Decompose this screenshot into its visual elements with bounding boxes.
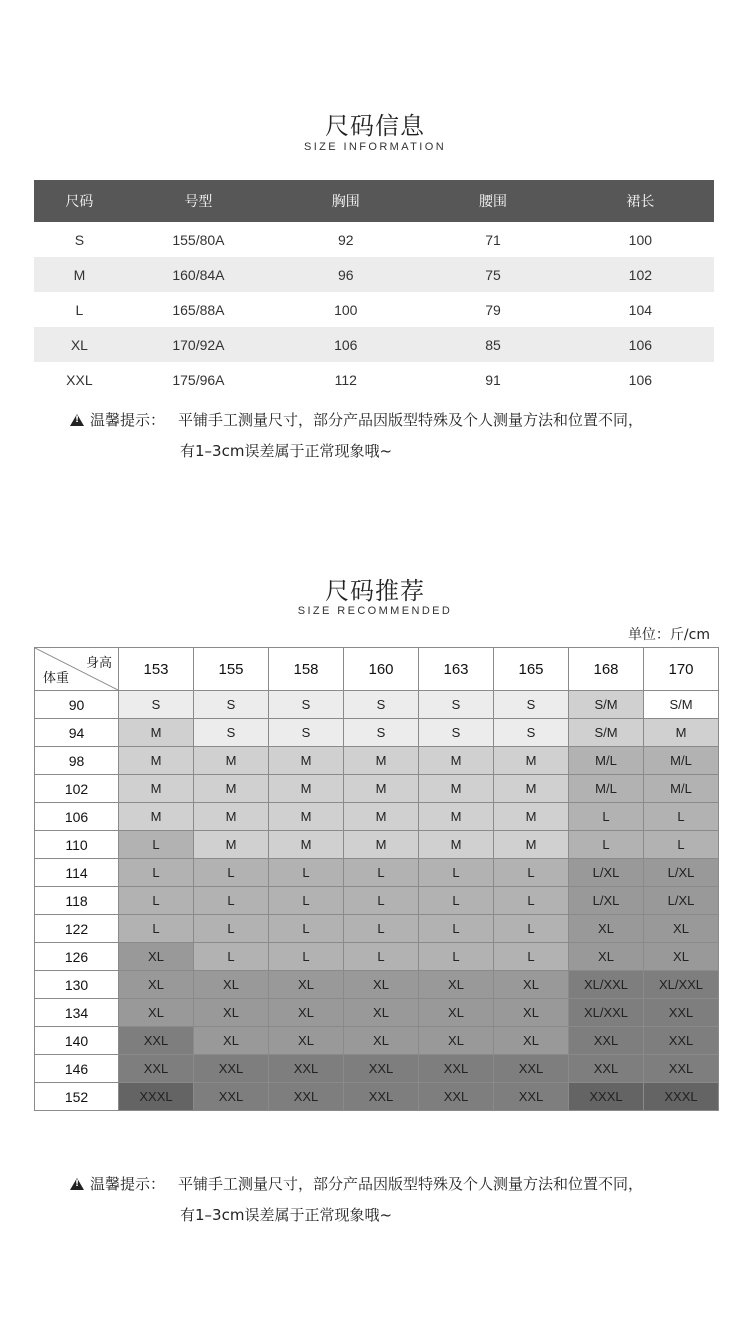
cell-length: 104 <box>628 301 653 318</box>
weight-cell: 126 <box>35 943 119 971</box>
tip-label: 温馨提示： <box>90 411 166 429</box>
size-cell: XXL <box>569 1055 644 1083</box>
size-cell: L/XL <box>644 887 719 915</box>
rec-table-body <box>35 691 719 1111</box>
tip-block-1 <box>70 409 643 461</box>
weight-cell: 106 <box>35 803 119 831</box>
size-cell: M <box>344 747 419 775</box>
size-cell: XL <box>194 971 269 999</box>
size-cell: S/M <box>644 691 719 719</box>
table-row <box>35 1055 719 1083</box>
size-cell: M <box>494 803 569 831</box>
size-cell: M <box>494 831 569 859</box>
size-cell: L <box>119 859 194 887</box>
size-cell: XL <box>644 915 719 943</box>
unit-label: 单位：斤/cm <box>627 627 710 643</box>
size-cell: M/L <box>569 747 644 775</box>
size-cell: L <box>194 887 269 915</box>
table-row <box>35 1083 719 1111</box>
size-cell: M <box>269 747 344 775</box>
table-row <box>35 775 719 803</box>
size-cell: L <box>119 831 194 859</box>
height-header: 170 <box>644 648 719 691</box>
size-cell: S <box>419 691 494 719</box>
height-header: 155 <box>194 648 269 691</box>
weight-cell: 98 <box>35 747 119 775</box>
size-cell: XXL <box>119 1027 194 1055</box>
table-row <box>34 257 714 292</box>
tip-line-2: 有1–3cm误差属于正常现象哦~ <box>180 442 393 460</box>
cell-bust: 96 <box>272 257 419 292</box>
size-cell: L <box>419 943 494 971</box>
tip-line-1: 平铺手工测量尺寸，部分产品因版型特殊及个人测量方法和位置不同， <box>178 411 644 429</box>
size-cell: S <box>494 691 569 719</box>
cell-model: 175/96A <box>172 371 225 388</box>
header-waist: 腰围 <box>419 180 566 222</box>
cell-size: L <box>75 301 84 318</box>
tip-label: 温馨提示： <box>90 1175 166 1193</box>
header-size: 尺码 <box>34 180 125 222</box>
table-row <box>34 292 714 327</box>
size-cell: S <box>419 719 494 747</box>
size-cell: XXL <box>644 1055 719 1083</box>
size-cell: XL <box>269 1027 344 1055</box>
table-row <box>35 971 719 999</box>
table-row <box>34 222 714 257</box>
weight-cell: 114 <box>35 859 119 887</box>
cell-model: 160/84A <box>125 257 272 292</box>
cell-bust: 106 <box>272 327 419 362</box>
size-cell: XL <box>644 943 719 971</box>
size-cell: M/L <box>644 775 719 803</box>
size-cell: XXL <box>194 1055 269 1083</box>
table-row <box>35 747 719 775</box>
size-cell: XL <box>269 971 344 999</box>
size-rec-title: 尺码推荐 <box>325 577 425 605</box>
cell-bust: 112 <box>334 371 357 388</box>
corner-cell <box>35 648 119 691</box>
weight-cell: 110 <box>35 831 119 859</box>
size-cell: M <box>194 803 269 831</box>
table-row <box>35 719 719 747</box>
size-cell: L/XL <box>569 859 644 887</box>
height-header: 160 <box>344 648 419 691</box>
size-cell: M/L <box>569 775 644 803</box>
size-cell: L <box>344 887 419 915</box>
size-cell: S <box>194 691 269 719</box>
size-cell: S <box>119 691 194 719</box>
size-cell: L/XL <box>644 859 719 887</box>
size-cell: XXXL <box>644 1083 719 1111</box>
size-cell: L <box>419 915 494 943</box>
weight-cell: 152 <box>35 1083 119 1111</box>
tip-line-2: 有1–3cm误差属于正常现象哦~ <box>180 1206 393 1224</box>
size-cell: M <box>419 803 494 831</box>
weight-cell: 94 <box>35 719 119 747</box>
corner-height-label: 身高 <box>85 655 112 670</box>
weight-cell: 134 <box>35 999 119 1027</box>
weight-cell: 146 <box>35 1055 119 1083</box>
size-cell: M <box>194 831 269 859</box>
cell-length: 106 <box>628 371 653 388</box>
size-cell: XXL <box>119 1055 194 1083</box>
cell-model: 170/92A <box>125 327 272 362</box>
size-info-table <box>34 180 714 397</box>
size-cell: XXXL <box>569 1083 644 1111</box>
size-cell: L <box>344 943 419 971</box>
size-cell: XXL <box>494 1083 569 1111</box>
size-cell: L <box>269 915 344 943</box>
weight-cell: 118 <box>35 887 119 915</box>
size-cell: L <box>419 859 494 887</box>
size-cell: L <box>344 859 419 887</box>
rec-header-row <box>35 648 719 691</box>
height-header: 153 <box>119 648 194 691</box>
table-row <box>35 803 719 831</box>
height-header: 168 <box>569 648 644 691</box>
size-cell: M <box>494 747 569 775</box>
size-cell: L <box>344 915 419 943</box>
size-cell: XL <box>419 1027 494 1055</box>
size-cell: L <box>269 943 344 971</box>
header-skirt-length: 裙长 <box>567 180 714 222</box>
cell-waist: 79 <box>485 301 501 318</box>
size-cell: L <box>194 915 269 943</box>
size-cell: XL <box>569 915 644 943</box>
size-cell: XXL <box>344 1055 419 1083</box>
size-cell: M <box>194 747 269 775</box>
height-header: 158 <box>269 648 344 691</box>
size-cell: XL <box>194 1027 269 1055</box>
size-cell: L <box>269 859 344 887</box>
size-cell: XL/XXL <box>569 971 644 999</box>
height-header: 163 <box>419 648 494 691</box>
table-row <box>35 691 719 719</box>
cell-bust: 100 <box>334 301 358 318</box>
size-cell: L <box>494 859 569 887</box>
cell-length: 100 <box>628 231 653 248</box>
size-cell: L <box>644 803 719 831</box>
cell-waist: 91 <box>485 371 501 388</box>
size-cell: XL/XXL <box>644 971 719 999</box>
cell-size: S <box>74 231 85 248</box>
cell-bust: 92 <box>337 231 354 248</box>
size-cell: M <box>119 775 194 803</box>
weight-cell: 122 <box>35 915 119 943</box>
weight-cell: 102 <box>35 775 119 803</box>
size-cell: M <box>419 747 494 775</box>
size-cell: L <box>419 887 494 915</box>
size-cell: M/L <box>644 747 719 775</box>
size-cell: L <box>194 859 269 887</box>
weight-cell: 140 <box>35 1027 119 1055</box>
size-cell: XL <box>419 999 494 1027</box>
size-cell: S <box>344 719 419 747</box>
size-cell: M <box>644 719 719 747</box>
corner-weight-label: 体重 <box>43 670 70 685</box>
size-cell: XL <box>119 943 194 971</box>
size-cell: M <box>494 775 569 803</box>
cell-waist: 85 <box>419 327 566 362</box>
size-cell: XXL <box>569 1027 644 1055</box>
size-cell: M <box>119 719 194 747</box>
size-cell: L/XL <box>569 887 644 915</box>
size-cell: XL <box>194 999 269 1027</box>
cell-waist: 75 <box>419 257 566 292</box>
size-cell: XXL <box>419 1055 494 1083</box>
size-cell: S/M <box>569 719 644 747</box>
cell-size: XXL <box>66 371 93 388</box>
size-cell: S/M <box>569 691 644 719</box>
warning-icon <box>70 414 84 426</box>
size-cell: S <box>344 691 419 719</box>
size-cell: L <box>494 943 569 971</box>
size-cell: XL/XXL <box>569 999 644 1027</box>
header-bust: 胸围 <box>272 180 419 222</box>
size-cell: L <box>569 831 644 859</box>
size-cell: S <box>269 691 344 719</box>
weight-cell: 90 <box>35 691 119 719</box>
cell-model: 165/88A <box>172 301 225 318</box>
size-cell: XXL <box>269 1055 344 1083</box>
cell-size: M <box>34 257 125 292</box>
size-cell: XL <box>344 1027 419 1055</box>
size-cell: S <box>269 719 344 747</box>
table-row <box>35 831 719 859</box>
size-cell: XL <box>269 999 344 1027</box>
size-cell: L <box>494 915 569 943</box>
header-model: 号型 <box>125 180 272 222</box>
size-cell: XL <box>419 971 494 999</box>
size-cell: L <box>194 943 269 971</box>
tip-block-2 <box>70 1173 643 1225</box>
size-cell: XL <box>494 1027 569 1055</box>
size-cell: XL <box>119 971 194 999</box>
table-row <box>35 1027 719 1055</box>
size-cell: L <box>494 887 569 915</box>
size-cell: M <box>344 775 419 803</box>
size-cell: M <box>119 803 194 831</box>
size-cell: XXL <box>644 999 719 1027</box>
size-cell: L <box>119 887 194 915</box>
size-rec-subtitle: SIZE RECOMMENDED <box>297 605 453 617</box>
size-cell: XL <box>344 999 419 1027</box>
size-cell: XL <box>569 943 644 971</box>
size-cell: XL <box>344 971 419 999</box>
table-row <box>35 887 719 915</box>
table-row <box>35 943 719 971</box>
size-cell: M <box>344 803 419 831</box>
size-cell: M <box>269 831 344 859</box>
cell-waist: 71 <box>485 231 501 248</box>
size-cell: M <box>419 831 494 859</box>
size-info-title: 尺码信息 <box>325 112 425 140</box>
size-cell: L <box>644 831 719 859</box>
size-info-subtitle: SIZE INFORMATION <box>303 141 447 153</box>
size-info-header-row <box>34 180 714 222</box>
size-cell: L <box>569 803 644 831</box>
size-recommend-table <box>34 647 719 1111</box>
table-row <box>35 859 719 887</box>
warning-icon <box>70 1178 84 1190</box>
table-row <box>35 999 719 1027</box>
weight-cell: 130 <box>35 971 119 999</box>
size-cell: XXL <box>194 1083 269 1111</box>
tip-line-1: 平铺手工测量尺寸，部分产品因版型特殊及个人测量方法和位置不同， <box>178 1175 644 1193</box>
size-cell: XXL <box>494 1055 569 1083</box>
size-cell: S <box>494 719 569 747</box>
size-cell: XXXL <box>119 1083 194 1111</box>
cell-length: 106 <box>567 327 714 362</box>
size-cell: XXL <box>269 1083 344 1111</box>
size-cell: S <box>194 719 269 747</box>
size-cell: M <box>269 803 344 831</box>
size-cell: XXL <box>644 1027 719 1055</box>
size-cell: XXL <box>344 1083 419 1111</box>
size-cell: L <box>269 887 344 915</box>
table-row <box>34 327 714 362</box>
size-cell: XL <box>494 999 569 1027</box>
size-cell: L <box>119 915 194 943</box>
cell-model: 155/80A <box>172 231 225 248</box>
size-cell: XXL <box>419 1083 494 1111</box>
size-cell: M <box>344 831 419 859</box>
size-cell: M <box>269 775 344 803</box>
size-cell: XL <box>119 999 194 1027</box>
height-header: 165 <box>494 648 569 691</box>
table-row <box>35 915 719 943</box>
cell-size: XL <box>34 327 125 362</box>
cell-length: 102 <box>567 257 714 292</box>
size-cell: M <box>119 747 194 775</box>
table-row <box>34 362 714 397</box>
size-cell: XL <box>494 971 569 999</box>
size-cell: M <box>194 775 269 803</box>
size-cell: M <box>419 775 494 803</box>
